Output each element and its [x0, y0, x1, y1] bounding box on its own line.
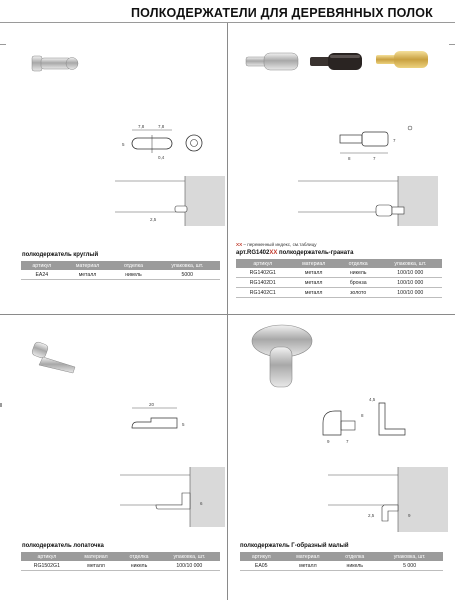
- lshape-install-drawing: [328, 467, 448, 532]
- col-sku: артикул: [236, 259, 290, 268]
- dim-c: 7: [373, 156, 376, 161]
- grenade-nickel-photo: [246, 51, 302, 73]
- lshape-spec-table: [240, 552, 443, 571]
- dim-b: 8: [361, 413, 364, 418]
- grenade-caption: арт.RG1402XX полкодержатель-граната: [236, 250, 354, 256]
- round-dimension-drawing: [120, 123, 210, 168]
- dim-f: 9: [408, 513, 411, 518]
- panel-spatula: [0, 315, 227, 600]
- col-finish: отделка: [112, 261, 154, 270]
- spatula-pin-photo: [25, 335, 80, 375]
- grenade-dimension-drawing: [340, 123, 425, 168]
- lshape-dimension-drawing: [313, 395, 423, 445]
- round-install-drawing: [115, 176, 225, 226]
- col-pack: упаковка, шт.: [379, 259, 442, 268]
- page-title: ПОЛКОДЕРЖАТЕЛИ ДЛЯ ДЕРЕВЯННЫХ ПОЛОК: [130, 6, 433, 20]
- col-material: материал: [290, 259, 338, 268]
- col-sku: артикул: [21, 261, 63, 270]
- dim-d: 0,4: [158, 155, 165, 160]
- dim-c: 9: [327, 439, 330, 444]
- spatula-caption: полкодержатель лопаточка: [22, 543, 104, 549]
- grenade-gold-photo: [376, 49, 432, 71]
- dim-b: 5: [182, 422, 185, 427]
- round-spec-table: [21, 261, 220, 280]
- grenade-install-drawing: [298, 176, 438, 226]
- lshape-caption: полкодержатель Г-образный малый: [240, 543, 349, 549]
- spatula-install-drawing: [120, 467, 225, 527]
- col-pack: упаковка, шт.: [376, 552, 443, 561]
- dim-c: 6: [200, 501, 203, 506]
- col-material: материал: [282, 552, 333, 561]
- dim-a: 7: [393, 138, 396, 143]
- col-pack: упаковка, шт.: [155, 261, 221, 270]
- spatula-spec-table: [21, 552, 220, 571]
- dim-b: 8: [348, 156, 351, 161]
- col-pack: упаковка, шт.: [159, 552, 220, 561]
- col-material: материал: [63, 261, 113, 270]
- spatula-dimension-drawing: [127, 400, 192, 445]
- col-sku: артикул: [21, 552, 73, 561]
- dim-a: 4,5: [369, 397, 376, 402]
- col-finish: отделка: [119, 552, 158, 561]
- col-finish: отделка: [338, 259, 379, 268]
- dim-e: 2,5: [368, 513, 375, 518]
- dim-d: 7: [346, 439, 349, 444]
- table-row: RG1402D1 металл бронза 100/10 000: [236, 278, 442, 288]
- dim-e: 2,5: [150, 217, 157, 222]
- round-caption: полкодержатель круглый: [22, 252, 99, 258]
- grenade-note: XX – переменный индекс, см.таблицу: [236, 242, 317, 247]
- panel-grenade: [228, 23, 455, 314]
- table-row: RG1502G1 металл никель 100/10 000: [21, 561, 220, 571]
- table-row: RG1402C1 металл золото 100/10 000: [236, 288, 442, 298]
- table-row: EA24 металл никель 5000: [21, 270, 220, 280]
- lshape-pin-photo: [248, 323, 318, 398]
- table-row: EA05 металл никель 5 000: [240, 561, 443, 571]
- grenade-bronze-photo: [310, 51, 366, 73]
- dim-b: 7,8: [158, 124, 165, 129]
- col-material: материал: [73, 552, 120, 561]
- dim-a: 7,8: [138, 124, 145, 129]
- col-finish: отделка: [333, 552, 376, 561]
- table-row: RG1402G1 металл никель 100/10 000: [236, 268, 442, 278]
- dim-a: 20: [149, 402, 155, 407]
- panel-lshape: [228, 315, 455, 600]
- grenade-spec-table: [236, 259, 442, 298]
- panel-round: [0, 23, 227, 314]
- round-pin-photo: [30, 51, 86, 77]
- dim-c: 5: [122, 142, 125, 147]
- col-sku: артикул: [240, 552, 282, 561]
